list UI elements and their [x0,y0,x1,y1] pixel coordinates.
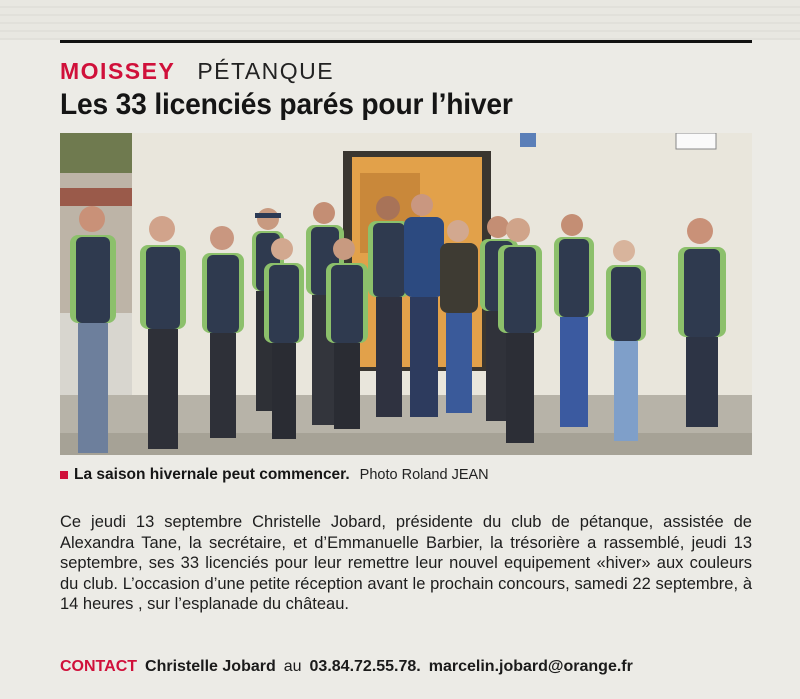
caption-text: La saison hivernale peut commencer. [74,466,350,483]
photo-credit: Photo Roland JEAN [359,467,489,483]
headline: Les 33 licenciés parés pour l’hiver [60,88,513,121]
contact-line [60,656,633,678]
article-paragraph: Ce jeudi 13 septembre Christelle Jobard, présidente du club de pétanque, assistée de Alexandra Tane, la secrétaire, et d’Emmanuelle Barbier, la trésorière a rassemblé, jeudi 13 septembre, ses 33 licenciés pour leur remettre leur nouvel equipement «hiver» aux couleurs du club. L’occasion d’une petite réception avant le prochain concours, samedi 22 septembre, à 14 heures , sur l’esplanade du château. [60,513,752,613]
kicker-topic: PÉTANQUE [197,58,335,84]
kicker [60,58,334,88]
contact-name: Christelle Jobard [145,658,276,675]
kicker-place: MOISSEY [60,58,176,84]
contact-phone: 03.84.72.55.78. [309,658,421,675]
previous-article-bleed [0,0,800,40]
contact-label: CONTACT [60,658,138,675]
group-photo [60,133,752,455]
caption-bullet-icon [60,471,68,479]
top-rule [60,40,752,43]
contact-email: marcelin.jobard@orange.fr [428,658,633,675]
article-body [60,512,752,615]
contact-separator: au [283,658,302,675]
photo-caption [60,464,489,486]
